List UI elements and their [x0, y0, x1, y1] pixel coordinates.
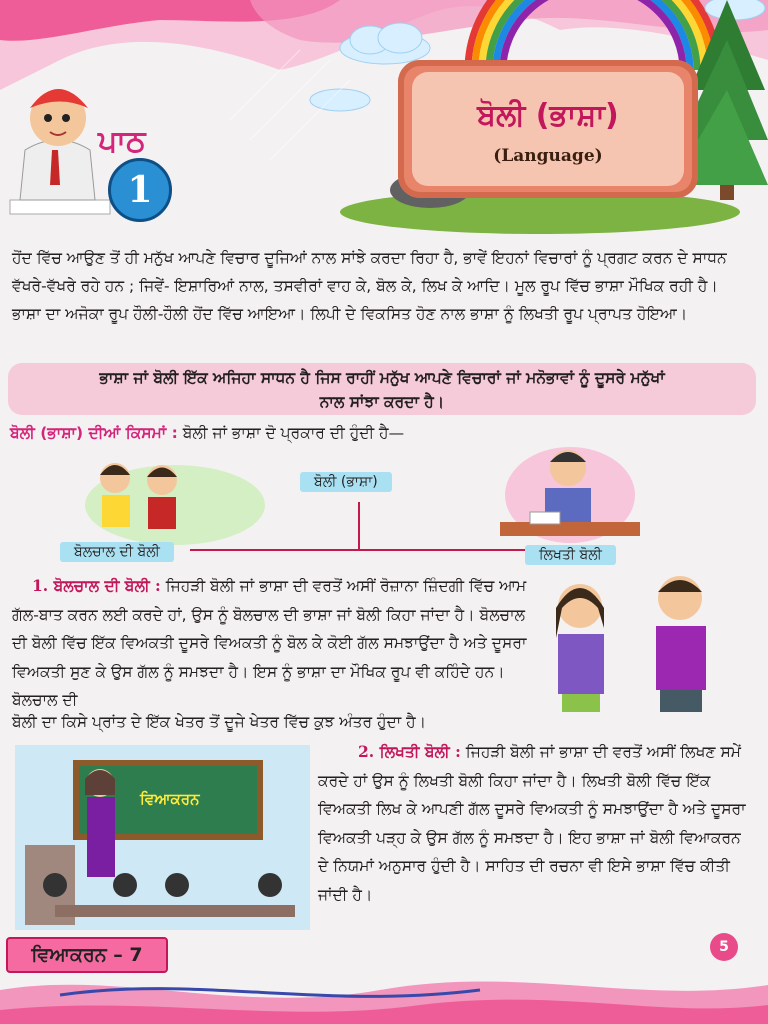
types-line [10, 424, 404, 443]
lesson-label: ਪਾਠ [98, 124, 146, 159]
section-2-heading: 2. ਲਿਖਤੀ ਬੋਲੀ : [358, 742, 461, 761]
types-text: ਬੋਲੀ ਜਾਂ ਭਾਸ਼ਾ ਦੋ ਪ੍ਰਕਾਰ ਦੀ ਹੁੰਦੀ ਹੈ— [182, 424, 405, 442]
definition-text [16, 366, 748, 414]
page-subtitle: (Language) [493, 146, 603, 166]
diagram-left-label: ਬੋਲਚਾਲ ਦੀ ਬੋਲੀ [60, 542, 174, 562]
boy-illustration [10, 89, 110, 214]
section-2-text: ਜਿਹੜੀ ਬੋਲੀ ਜਾਂ ਭਾਸ਼ਾ ਦੀ ਵਰਤੋਂ ਅਸੀਂ ਲਿਖਣ ਸਮੇਂ ਕਰਦੇ ਹਾਂ ਉਸ ਨੂੰ ਲਿਖਤੀ ਬੋਲੀ ਕਿਹਾ ਜਾਂਦਾ ਹੈ। ਲਿਖਤੀ ਬੋਲੀ ਵਿੱਚ ਇੱਕ ਵਿਅਕਤੀ ਲਿਖ ਕੇ ਆਪਣੀ ਗੱਲ ਦੂਸਰੇ ਵਿਅਕਤੀ ਨੂੰ ਸਮਝਾਉਂਦਾ ਹੈ ਅਤੇ ਦੂਸਰਾ ਵਿਅਕਤੀ ਪੜ੍ਹ ਕੇ ਉਸ ਗੱਲ ਨੂੰ ਸਮਝਦਾ ਹੈ। ਇਹ ਭਾਸ਼ਾ ਜਾਂ ਬੋਲੀ ਵਿਆਕਰਨ ਦੇ ਨਿਯਮਾਂ ਅਨੁਸਾਰ ਹੁੰਦੀ ਹੈ। ਸਾਹਿਤ ਦੀ ਰਚਨਾ ਵੀ ਇਸੇ ਭਾਸ਼ਾ ਵਿੱਚ ਕੀਤੀ ਜਾਂਦੀ ਹੈ। [318, 743, 746, 904]
page-title: ਬੋਲੀ (ਭਾਸ਼ਾ) [477, 98, 619, 133]
definition-line-1: ਭਾਸ਼ਾ ਜਾਂ ਬੋਲੀ ਇੱਕ ਅਜਿਹਾ ਸਾਧਨ ਹੈ ਜਿਸ ਰਾਹੀਂ ਮਨੁੱਖ ਆਪਣੇ ਵਿਚਾਰਾਂ ਜਾਂ ਮਨੋਭਾਵਾਂ ਨੂੰ ਦੂਸਰੇ ਮਨੁੱਖਾਂ [99, 369, 665, 387]
book-title-tag: ਵਿਆਕਰਨ – 7 [6, 937, 168, 973]
definition-line-2: ਨਾਲ ਸਾਂਝਾ ਕਰਦਾ ਹੈ। [319, 393, 445, 411]
lesson-number-badge: 1 [108, 158, 172, 222]
diagram-root-label: ਬੋਲੀ (ਭਾਸ਼ਾ) [300, 472, 392, 492]
intro-paragraph: ਹੋਂਦ ਵਿੱਚ ਆਉਣ ਤੋਂ ਹੀ ਮਨੁੱਖ ਆਪਣੇ ਵਿਚਾਰ ਦੂਜਿਆਂ ਨਾਲ ਸਾਂਝੇ ਕਰਦਾ ਰਿਹਾ ਹੈ, ਭਾਵੇਂ ਇਹਨਾਂ ਵਿਚਾਰਾਂ ਨੂੰ ਪ੍ਰਗਟ ਕਰਨ ਦੇ ਸਾਧਨ ਵੱਖਰੇ-ਵੱਖਰੇ ਰਹੇ ਹਨ ; ਜਿਵੇਂ- ਇਸ਼ਾਰਿਆਂ ਨਾਲ, ਤਸਵੀਰਾਂ ਵਾਹ ਕੇ, ਬੋਲ ਕੇ, ਲਿਖ ਕੇ ਆਦਿ। ਮੂਲ ਰੂਪ ਵਿੱਚ ਭਾਸ਼ਾ ਮੌਖਿਕ ਰਹੀ ਹੈ। ਭਾਸ਼ਾ ਦਾ ਅਜੋਕਾ ਰੂਪ ਹੌਲੀ-ਹੌਲੀ ਹੋਂਦ ਵਿੱਚ ਆਇਆ। ਲਿਪੀ ਦੇ ਵਿਕਸਿਤ ਹੋਣ ਨਾਲ ਭਾਸ਼ਾ ਨੂੰ ਲਿਖਤੀ ਰੂਪ ਪ੍ਰਾਪਤ ਹੋਇਆ। [12, 249, 727, 323]
diagram-connector [358, 502, 360, 550]
section-1-paragraph [12, 572, 532, 715]
kids-on-phone-illustration [538, 568, 728, 718]
section-1-text: ਜਿਹੜੀ ਬੋਲੀ ਜਾਂ ਭਾਸ਼ਾ ਦੀ ਵਰਤੋਂ ਅਸੀਂ ਰੋਜ਼ਾਨਾ ਜ਼ਿੰਦਗੀ ਵਿੱਚ ਆਮ ਗੱਲ-ਬਾਤ ਕਰਨ ਲਈ ਕਰਦੇ ਹਾਂ, ਉਸ ਨੂੰ ਬੋਲਚਾਲ ਦੀ ਭਾਸ਼ਾ ਜਾਂ ਬੋਲੀ ਕਿਹਾ ਜਾਂਦਾ ਹੈ। ਬੋਲਚਾਲ ਦੀ ਬੋਲੀ ਵਿੱਚ ਇੱਕ ਵਿਅਕਤੀ ਦੂਸਰੇ ਵਿਅਕਤੀ ਨੂੰ ਬੋਲ ਕੇ ਕੋਈ ਗੱਲ ਸਮਝਾਉਂਦਾ ਹੈ ਅਤੇ ਦੂਸਰਾ ਵਿਅਕਤੀ ਸੁਣ ਕੇ ਉਸ ਗੱਲ ਨੂੰ ਸਮਝਦਾ ਹੈ। ਇਸ ਨੂੰ ਭਾਸ਼ਾ ਦਾ ਮੌਖਿਕ ਰੂਪ ਵੀ ਕਹਿੰਦੇ ਹਨ। ਬੋਲਚਾਲ ਦੀ [12, 577, 527, 709]
section-2-paragraph [318, 738, 748, 909]
man-writing-illustration [500, 440, 640, 550]
page-number: 5 [710, 933, 738, 961]
title-board [398, 60, 698, 198]
diagram-connector [190, 549, 530, 551]
kids-talking-illustration [80, 450, 270, 545]
classroom-illustration [15, 745, 310, 930]
diagram-right-label: ਲਿਖਤੀ ਬੋਲੀ [525, 545, 616, 565]
section-1-tail: ਬੋਲੀ ਦਾ ਕਿਸੇ ਪ੍ਰਾਂਤ ਦੇ ਇੱਕ ਖੇਤਰ ਤੋਂ ਦੂਜੇ ਖੇਤਰ ਵਿੱਚ ਕੁਝ ਅੰਤਰ ਹੁੰਦਾ ਹੈ। [12, 713, 427, 731]
chalkboard-word: ਵਿਆਕਰਨ [140, 790, 200, 808]
types-heading: ਬੋਲੀ (ਭਾਸ਼ਾ) ਦੀਆਂ ਕਿਸਮਾਂ : [10, 424, 178, 442]
section-1-heading: 1. ਬੋਲਚਾਲ ਦੀ ਬੋਲੀ : [32, 576, 161, 595]
